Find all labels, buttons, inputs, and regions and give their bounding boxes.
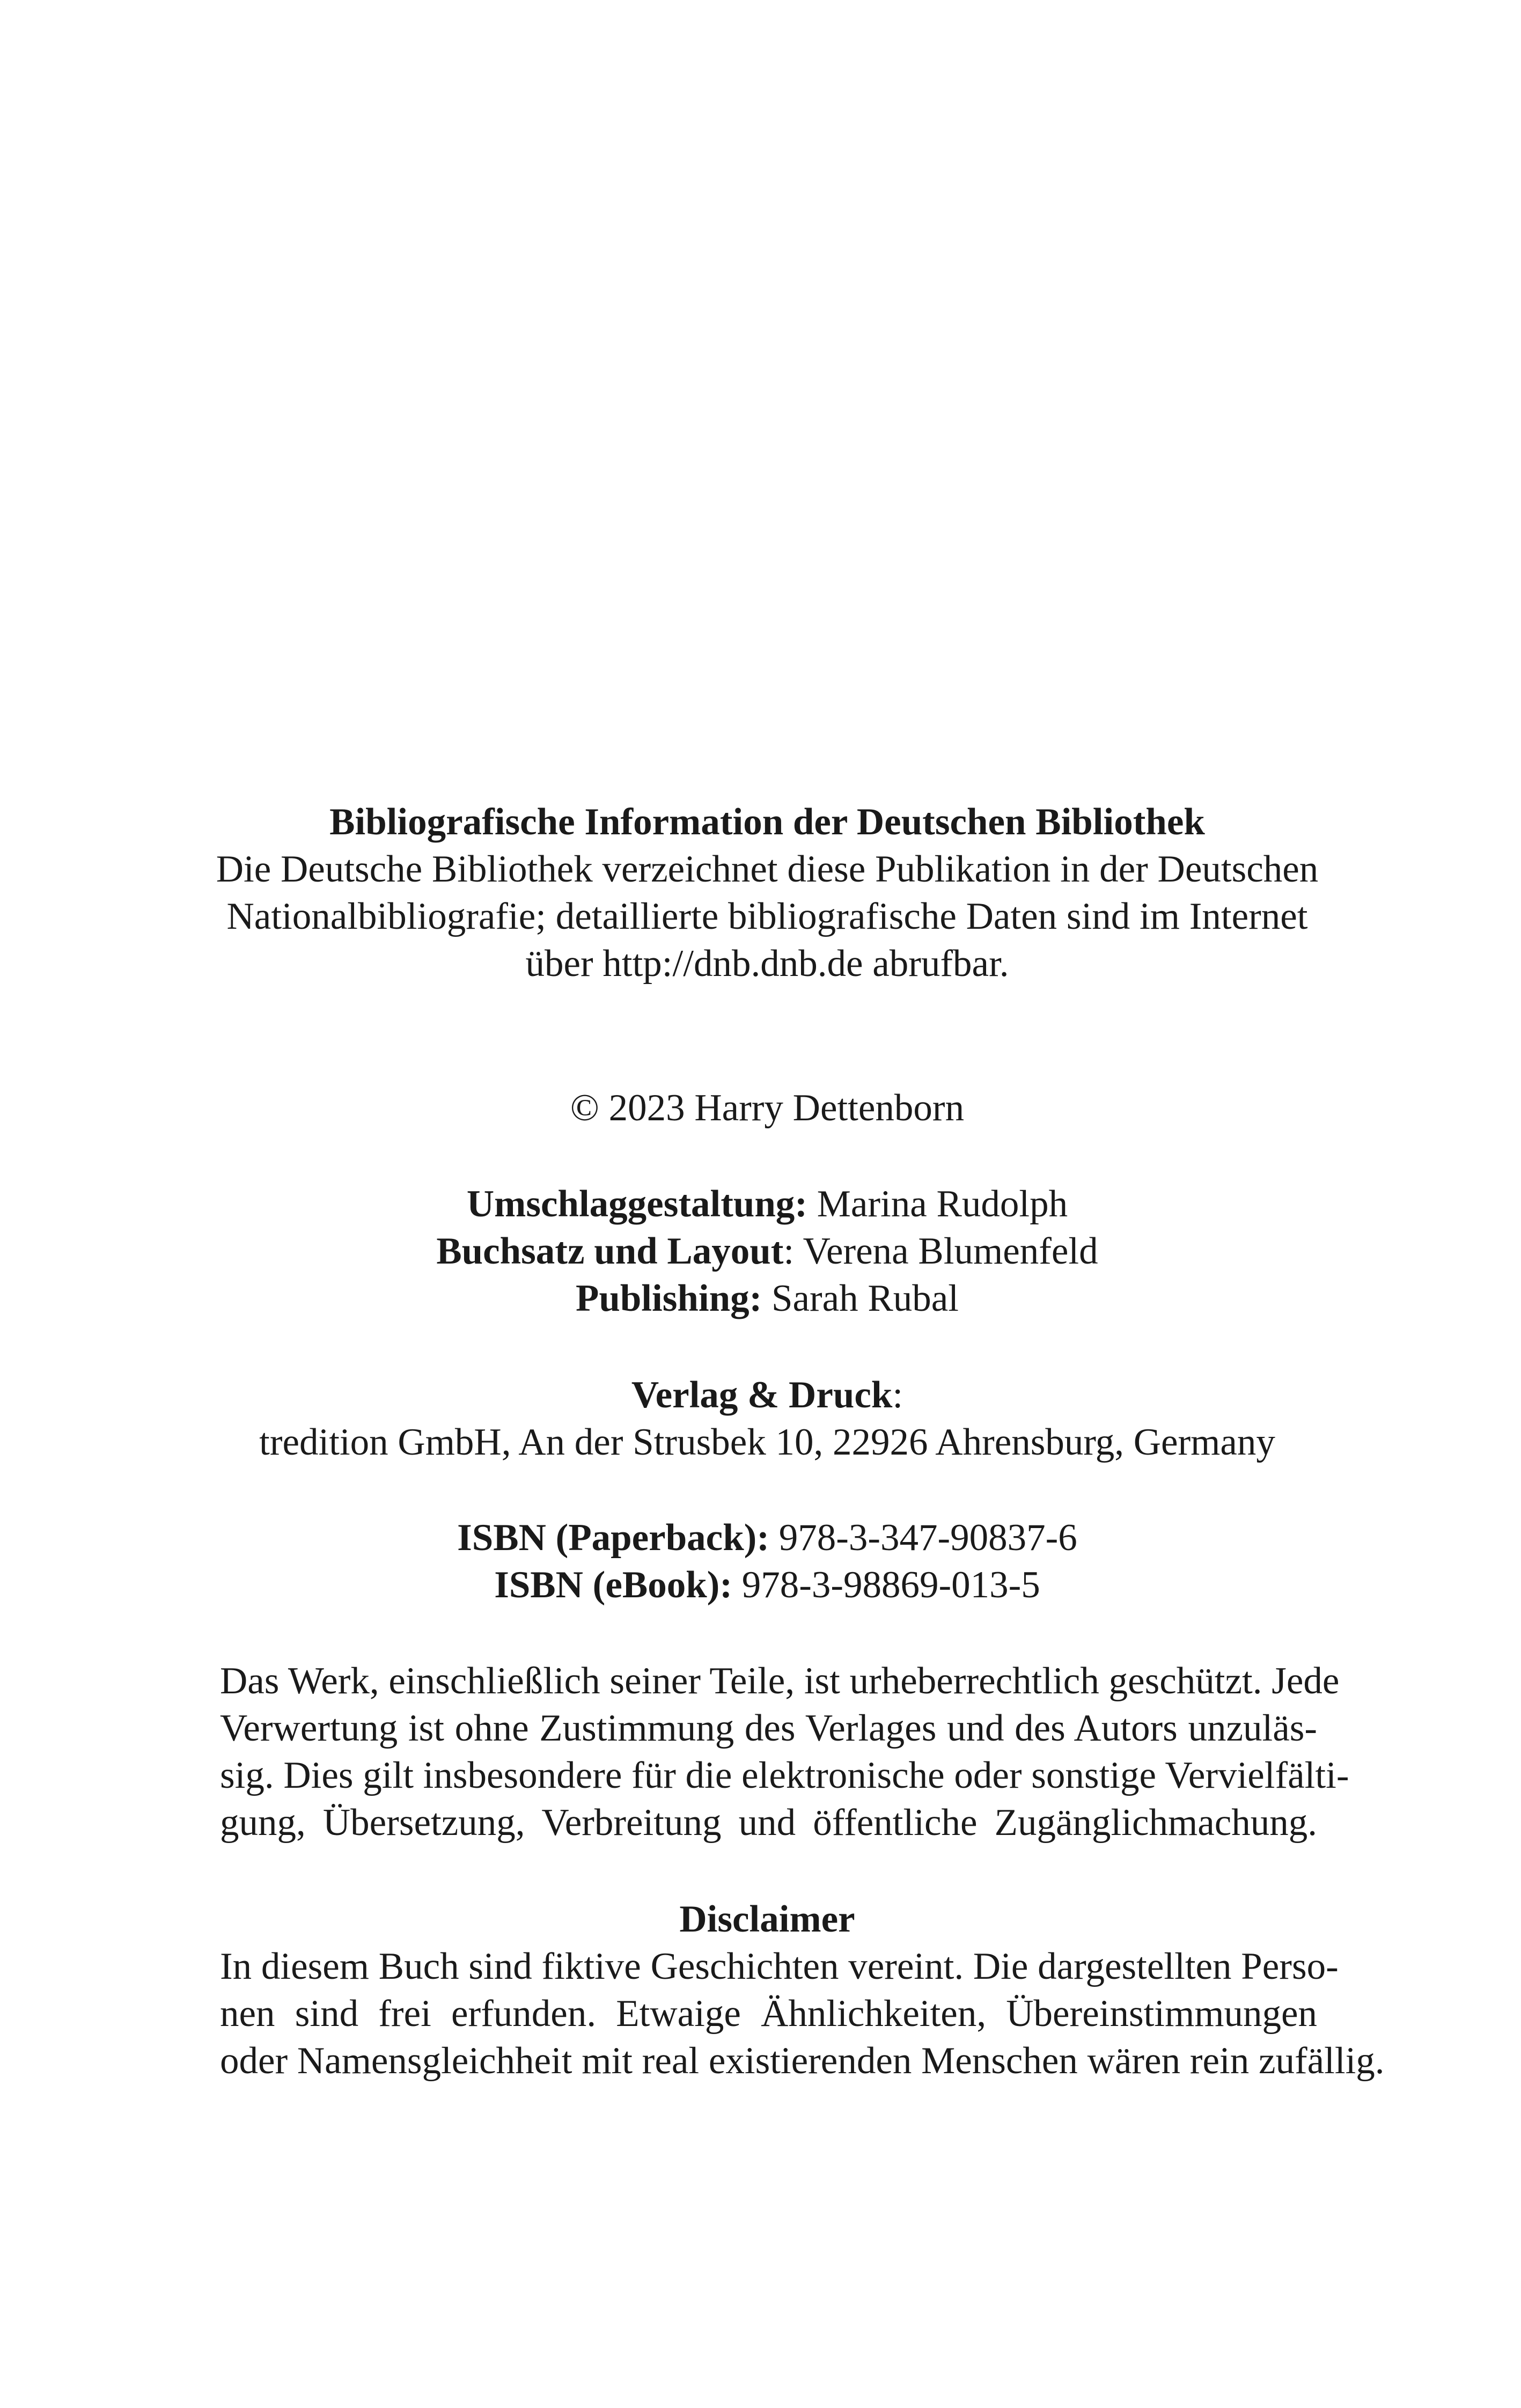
isbn-label: ISBN (eBook):	[494, 1564, 732, 1606]
isbn-value: 978-3-347-90837-6	[769, 1517, 1077, 1559]
disclaimer-line: oder Namensgleichheit mit real existierenden Menschen wären rein zufällig.	[220, 2040, 1385, 2082]
credit-typesetting	[215, 1228, 1320, 1275]
disclaimer-paragraph	[220, 1943, 1385, 2084]
credit-cover-design	[215, 1180, 1320, 1228]
rights-line: Verwertung ist ohne Zustimmung des Verlages und des Autors unzuläs-	[220, 1707, 1317, 1749]
credit-publishing	[215, 1275, 1320, 1322]
copyright-notice	[215, 1084, 1320, 1132]
publisher-label: Verlag & Druck	[631, 1374, 893, 1416]
bibliographic-line: Nationalbibliografie; detaillierte bibliografische Daten sind im Internet	[226, 895, 1308, 937]
publisher-info	[215, 1371, 1320, 1466]
isbn-info	[215, 1514, 1320, 1609]
bibliographic-info	[215, 798, 1320, 987]
bibliographic-heading: Bibliografische Information der Deutschen Bibliothek	[329, 801, 1205, 843]
rights-paragraph	[220, 1657, 1349, 1846]
disclaimer-line: nen sind frei erfunden. Etwaige Ähnlichkeiten, Übereinstimmungen	[220, 1993, 1317, 2035]
publisher-address: tredition GmbH, An der Strusbek 10, 22926 Ahrensburg, Germany	[259, 1421, 1275, 1463]
credit-value: Sarah Rubal	[762, 1278, 959, 1319]
publisher-heading	[215, 1371, 1320, 1419]
isbn-ebook	[215, 1561, 1320, 1609]
disclaimer-heading-block	[215, 1896, 1320, 1943]
bibliographic-line: Die Deutsche Bibliothek verzeichnet diese Publikation in der Deutschen	[216, 848, 1319, 890]
disclaimer-line: In diesem Buch sind fiktive Geschichten vereint. Die dargestellten Perso-	[220, 1946, 1339, 1987]
credit-label: Buchsatz und Layout	[436, 1230, 784, 1272]
isbn-paperback	[215, 1514, 1320, 1561]
credit-label: Umschlaggestaltung:	[466, 1183, 807, 1225]
credit-value: Marina Rudolph	[807, 1183, 1068, 1225]
rights-line: sig. Dies gilt insbesondere für die elektronische oder sonstige Vervielfälti-	[220, 1754, 1349, 1796]
isbn-value: 978-3-98869-013-5	[732, 1564, 1040, 1606]
credit-label: Publishing:	[575, 1278, 762, 1319]
credit-value: : Verena Blumenfeld	[783, 1230, 1098, 1272]
credits	[215, 1180, 1320, 1322]
isbn-label: ISBN (Paperback):	[457, 1517, 769, 1559]
publisher-colon: :	[892, 1374, 903, 1416]
copyright-text: © 2023 Harry Dettenborn	[570, 1087, 965, 1129]
rights-line: Das Werk, einschließlich seiner Teile, ist urheberrechtlich geschützt. Jede	[220, 1660, 1340, 1702]
disclaimer-heading: Disclaimer	[679, 1898, 855, 1940]
bibliographic-line: über http://dnb.dnb.de abrufbar.	[525, 943, 1009, 985]
rights-line: gung, Übersetzung, Verbreitung und öffentliche Zugänglichmachung.	[220, 1802, 1317, 1844]
